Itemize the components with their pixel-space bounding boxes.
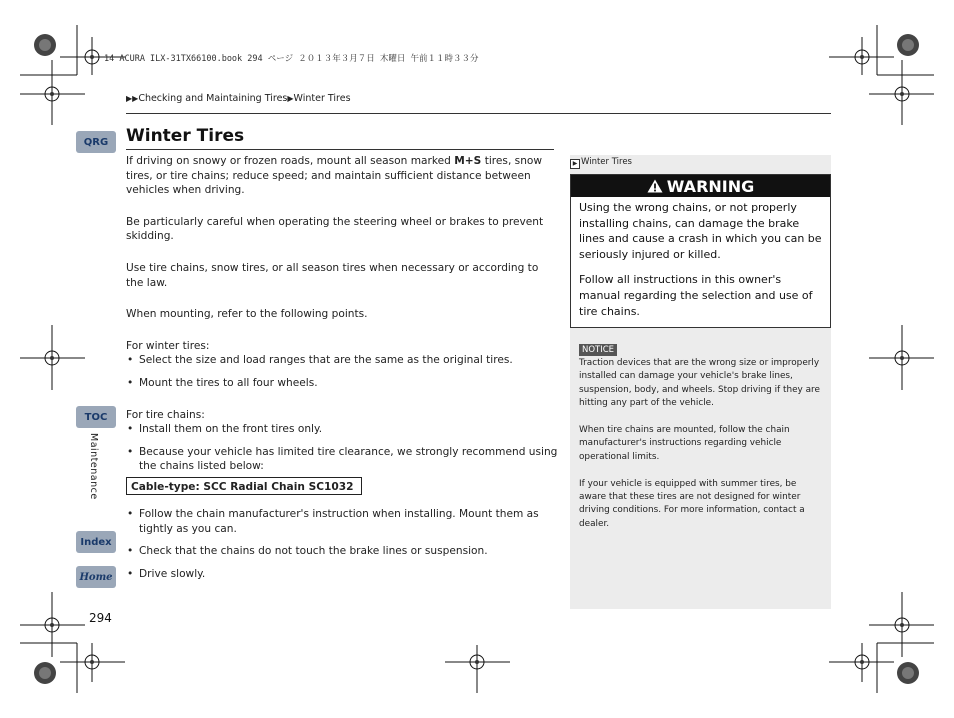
- list-item: • Because your vehicle has limited tire clearance, we strongly recommend using the chains listed below:: [126, 445, 558, 474]
- tire-chains-list: [126, 422, 558, 474]
- panel-header: ▶ Winter Tires: [570, 155, 831, 170]
- index-tab[interactable]: Index: [76, 531, 116, 553]
- notice-text: [579, 357, 824, 545]
- notice-paragraph: If your vehicle is equipped with summer tires, be aware that these tires are not designed for winter driving conditions. For more information, contact a dealer.: [579, 478, 805, 529]
- list-item: • Check that the chains do not touch the brake lines or suspension.: [126, 544, 558, 559]
- list-item: • Follow the chain manufacturer's instruction when installing. Mount them as tightly as you can.: [126, 507, 558, 536]
- title-rule: [126, 149, 554, 150]
- reference-mark-icon: ▶: [570, 159, 580, 169]
- page-title: Winter Tires: [126, 126, 245, 146]
- qrg-tab[interactable]: QRG: [76, 131, 116, 153]
- notice-badge: NOTICE: [579, 344, 617, 356]
- tire-chains-list-continued: [126, 507, 558, 581]
- paragraph-skidding: Be particularly careful when operating the steering wheel or brakes to prevent skidding.: [126, 215, 544, 243]
- cable-type-box: Cable-type: SCC Radial Chain SC1032: [126, 477, 362, 495]
- list-item: • Install them on the front tires only.: [126, 422, 558, 437]
- breadcrumb: [126, 93, 351, 104]
- toc-tab[interactable]: TOC: [76, 406, 116, 428]
- paragraph-mounting: When mounting, refer to the following points.: [126, 308, 368, 321]
- warning-text: [579, 200, 824, 329]
- main-content: [126, 154, 558, 581]
- section-label: Maintenance: [88, 433, 99, 500]
- warning-bar: [571, 175, 830, 197]
- intro-paragraph: If driving on snowy or frozen roads, mount all season marked M+S tires, snow tires, or tire chains; reduce speed; and maintain sufficient distance between vehicles when driving.: [126, 155, 543, 197]
- print-header: 14 ACURA ILX-31TX66100.book 294 ページ ２０１３年３月７日 木曜日 午前１１時３３分: [104, 54, 479, 64]
- breadcrumb-arrow-icon: ▶: [287, 94, 294, 103]
- warning-title: WARNING: [666, 176, 755, 196]
- list-item: • Mount the tires to all four wheels.: [126, 376, 558, 391]
- list-item: • Drive slowly.: [126, 567, 558, 582]
- notice-paragraph: When tire chains are mounted, follow the chain manufacturer's instructions regarding vehicle operational limits.: [579, 425, 790, 462]
- list-item: • Select the size and load ranges that are the same as the original tires.: [126, 353, 558, 368]
- warning-icon: [647, 179, 663, 193]
- header-rule: [126, 113, 831, 114]
- breadcrumb-item-checking-tires[interactable]: Checking and Maintaining Tires: [138, 93, 288, 104]
- page-number: 294: [89, 611, 112, 625]
- winter-tires-list: [126, 353, 558, 390]
- notice-paragraph: Traction devices that are the wrong size or improperly installed can damage your vehicle's brake lines, suspension, body, and wheels. Stop driving if they are hitting any part of the vehicle.: [579, 358, 820, 409]
- breadcrumb-arrow-icon: ▶▶: [126, 94, 139, 103]
- winter-tires-heading: For winter tires:: [126, 339, 210, 352]
- paragraph-law: Use tire chains, snow tires, or all season tires when necessary or according to the law.: [126, 261, 539, 289]
- breadcrumb-item-winter-tires[interactable]: Winter Tires: [293, 93, 351, 104]
- warning-paragraph: Follow all instructions in this owner's manual regarding the selection and use of tire chains.: [579, 273, 813, 318]
- tire-chains-heading: For tire chains:: [126, 408, 205, 421]
- warning-paragraph: Using the wrong chains, or not properly installing chains, can damage the brake lines and cause a crash in which you can be seriously injured or killed.: [579, 201, 822, 261]
- home-tab[interactable]: Home: [76, 566, 116, 588]
